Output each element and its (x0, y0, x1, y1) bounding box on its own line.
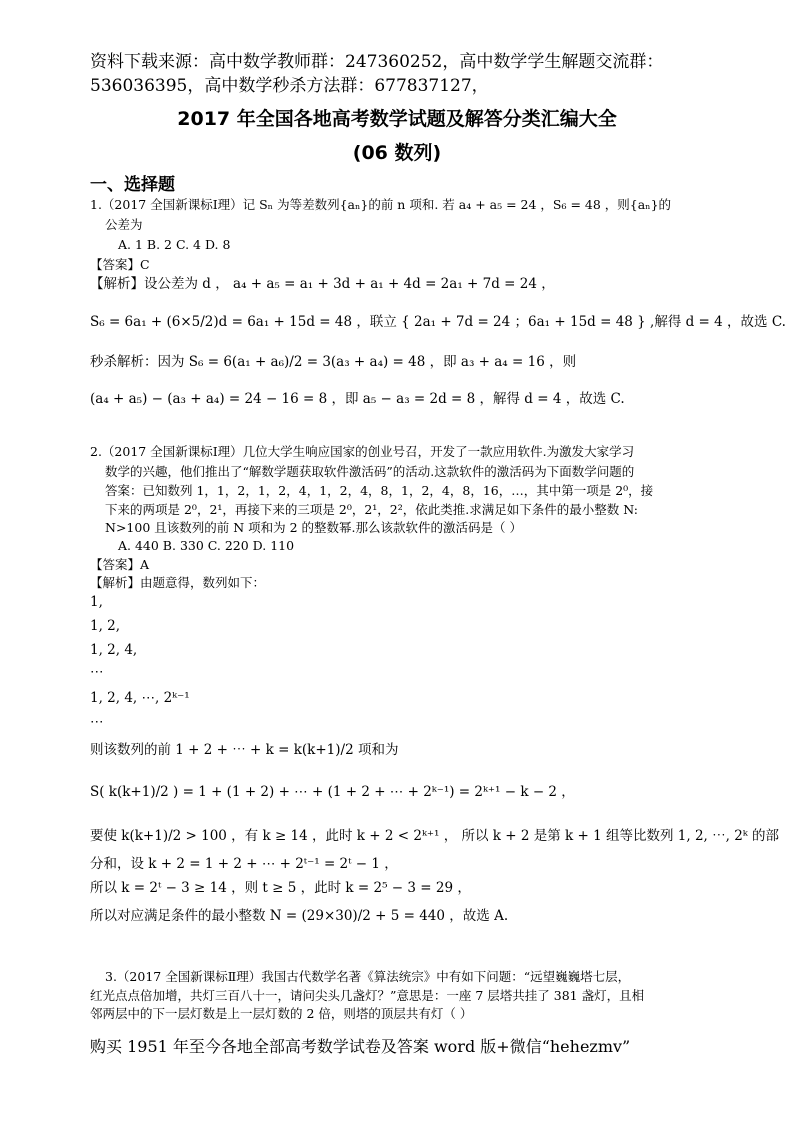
q1-quick-line-1: 秒杀解析：因为 S₆ = 6(a₁ + a₆)/2 = 3(a₃ + a₄) = 48 ，即 a₃ + a₄ = 16 ，则 (90, 354, 577, 370)
q2-sequence-row-1: 1, (90, 594, 103, 610)
q1-stem-line-1: 1.（2017 全国新课标Ⅰ理）记 Sₙ 为等差数列{aₙ}的前 n 项和. 若 a₄ + a₅ = 24 ，S₆ = 48 ，则{aₙ}的 (90, 197, 672, 212)
q2-answer: 【答案】A (90, 557, 150, 572)
q3-stem-line-2: 红光点点倍加增，共灯三百八十一，请问尖头几盏灯？”意思是：一座 7 层塔共挂了 381 盏灯，且相 (90, 988, 645, 1003)
q2-sequence-row-3: 1, 2, 4, (90, 642, 138, 658)
q1-explanation-line-2: S₆ = 6a₁ + (6×5/2)d = 6a₁ + 15d = 48 ，联立 { 2a₁ + 7d = 24 ；6a₁ + 15d = 48 } ,解得 d = 4 ，故选 C. (90, 314, 786, 330)
footer-promo: 购买 1951 年至今各地全部高考数学试卷及答案 word 版+微信“hehezmv” (90, 1037, 631, 1056)
q2-sequence-row-2: 1, 2, (90, 618, 121, 634)
q2-sum-line-1: 则该数列的前 1 + 2 + ⋯ + k = k(k+1)/2 项和为 (90, 742, 399, 758)
q1-stem-line-2: 公差为 (105, 217, 143, 232)
q2-condition-line-3: 所以 k = 2ᵗ − 3 ≥ 14 ，则 t ≥ 5 ，此时 k = 2⁵ − 3 = 29 ， (90, 880, 471, 896)
q1-quick-line-2: (a₄ + a₅) − (a₃ + a₄) = 24 − 16 = 8 ，即 a₅ − a₃ = 2d = 8 ，解得 d = 4 ，故选 C. (90, 391, 625, 407)
q1-options: A. 1 B. 2 C. 4 D. 8 (118, 237, 231, 252)
q2-condition-line-2: 分和，设 k + 2 = 1 + 2 + ⋯ + 2ᵗ⁻¹ = 2ᵗ − 1 ， (90, 856, 398, 872)
q2-stem-line-4: 下来的两项是 2⁰，2¹，再接下来的三项是 2⁰，2¹，2²，依此类推.求满足如下条件的最小整数 N: (105, 502, 638, 517)
q3-stem-line-3: 邻两层中的下一层灯数是上一层灯数的 2 倍，则塔的顶层共有灯（ ） (90, 1006, 473, 1021)
header-source-line-1: 资料下载来源：高中数学教师群：247360252，高中数学学生解题交流群： (90, 52, 664, 72)
q2-sum-line-2: S( k(k+1)/2 ) = 1 + (1 + 2) + ⋯ + (1 + 2 + ⋯ + 2ᵏ⁻¹) = 2ᵏ⁺¹ − k − 2 ， (90, 784, 575, 800)
header-source-line-2: 536036395，高中数学秒杀方法群：677837127， (90, 76, 489, 96)
q2-stem-line-2: 数学的兴趣，他们推出了“解数学题获取软件激活码”的活动.这款软件的激活码为下面数学问题的 (105, 464, 635, 479)
q3-stem-line-1: 3.（2017 全国新课标Ⅱ理）我国古代数学名著《算法统宗》中有如下问题：“远望巍巍塔七层， (105, 969, 631, 984)
q2-condition-line-1: 要使 k(k+1)/2 > 100 ，有 k ≥ 14 ，此时 k + 2 < 2ᵏ⁺¹ ， 所以 k + 2 是第 k + 1 组等比数列 1, 2, ⋯, 2ᵏ 的部 (90, 828, 780, 844)
q2-stem-line-5: N>100 且该数列的前 N 项和为 2 的整数幂.那么该款软件的激活码是（ ） (105, 520, 522, 535)
q2-stem-line-3: 答案：已知数列 1，1，2，1，2，4，1，2，4，8，1，2，4，8，16，…，其中第一项是 2⁰，接 (105, 483, 654, 498)
q2-explanation-intro: 【解析】由题意得，数列如下： (90, 575, 266, 590)
q2-options: A. 440 B. 330 C. 220 D. 110 (118, 538, 295, 553)
document-title: 2017 年全国各地高考数学试题及解答分类汇编大全 (177, 108, 617, 130)
document-subtitle: (06 数列) (352, 142, 442, 164)
q1-explanation-line-1: 【解析】设公差为 d ， a₄ + a₅ = a₁ + 3d + a₁ + 4d = 2a₁ + 7d = 24 ， (90, 276, 555, 292)
q1-answer: 【答案】C (90, 257, 150, 272)
q2-condition-line-4: 所以对应满足条件的最小整数 N = (29×30)/2 + 5 = 440 ，故选 A. (90, 908, 509, 924)
q2-sequence-ellipsis-1: ⋯ (90, 664, 104, 680)
q2-stem-line-1: 2.（2017 全国新课标Ⅰ理）几位大学生响应国家的创业号召，开发了一款应用软件.为激发大家学习 (90, 444, 635, 459)
section-heading: 一、选择题 (90, 175, 175, 195)
q2-sequence-ellipsis-2: ⋯ (90, 714, 104, 730)
q2-sequence-row-k: 1, 2, 4, ⋯, 2ᵏ⁻¹ (90, 690, 190, 706)
